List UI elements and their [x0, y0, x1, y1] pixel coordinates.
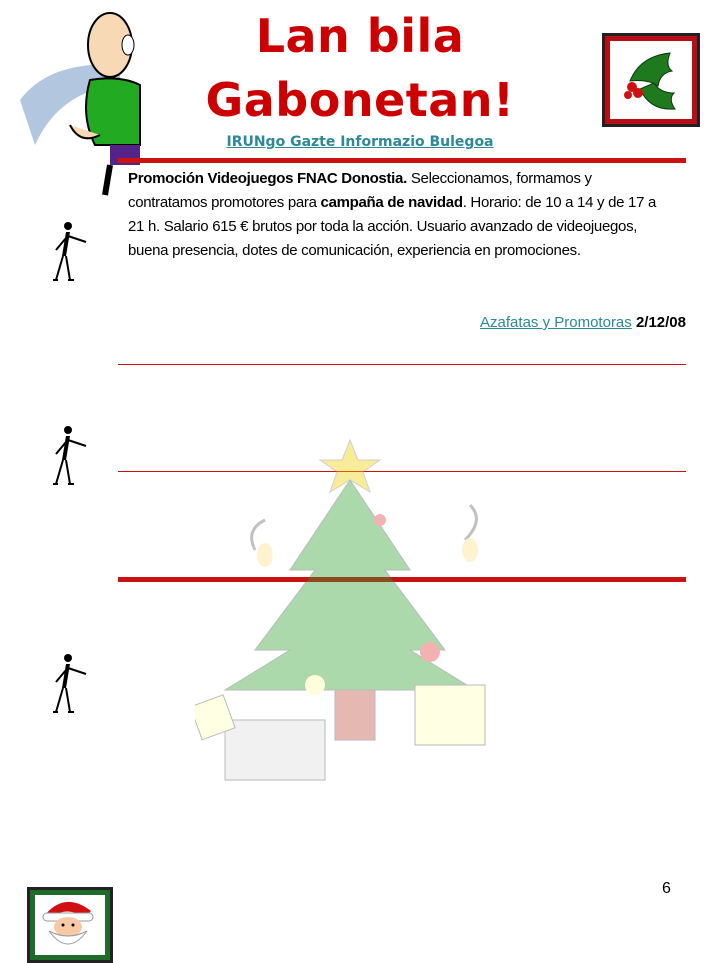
header-rule: [118, 158, 686, 163]
announcement-text: [128, 167, 668, 263]
divider-1: [118, 364, 686, 365]
announcement-text-1: Seleccionamos, formamos y contratamos promotores para: [128, 170, 592, 211]
holly-icon: [602, 33, 700, 127]
christmas-tree-watermark: [195, 420, 525, 790]
stick-figure-pointer-icon: [48, 220, 90, 284]
source-date: 2/12/08: [631, 314, 686, 331]
announcement-text-2: . Horario: de 10 a 14 y de 17 a 21 h. Salario 615 € brutos por toda la acción. Usuario avanzado de videojuegos, buena presencia, dotes de comunicación, experiencia en promociones.: [128, 194, 657, 259]
source-line: [118, 314, 686, 331]
santa-icon: [27, 887, 113, 963]
page-number: 6: [662, 880, 671, 897]
subtitle-link[interactable]: IRUNgo Gazte Informazio Bulegoa: [226, 134, 494, 150]
stick-figure-pointer-icon: [48, 652, 90, 716]
announcement-title: Promoción Videojuegos FNAC Donostia.: [128, 170, 407, 187]
title-line-1: Lan bila: [255, 9, 465, 63]
stick-figure-pointer-icon: [48, 424, 90, 488]
source-link[interactable]: Azafatas y Promotoras: [480, 314, 632, 331]
announcement-highlight: campaña de navidad: [320, 194, 463, 211]
title-line-2: Gabonetan!: [205, 73, 515, 127]
